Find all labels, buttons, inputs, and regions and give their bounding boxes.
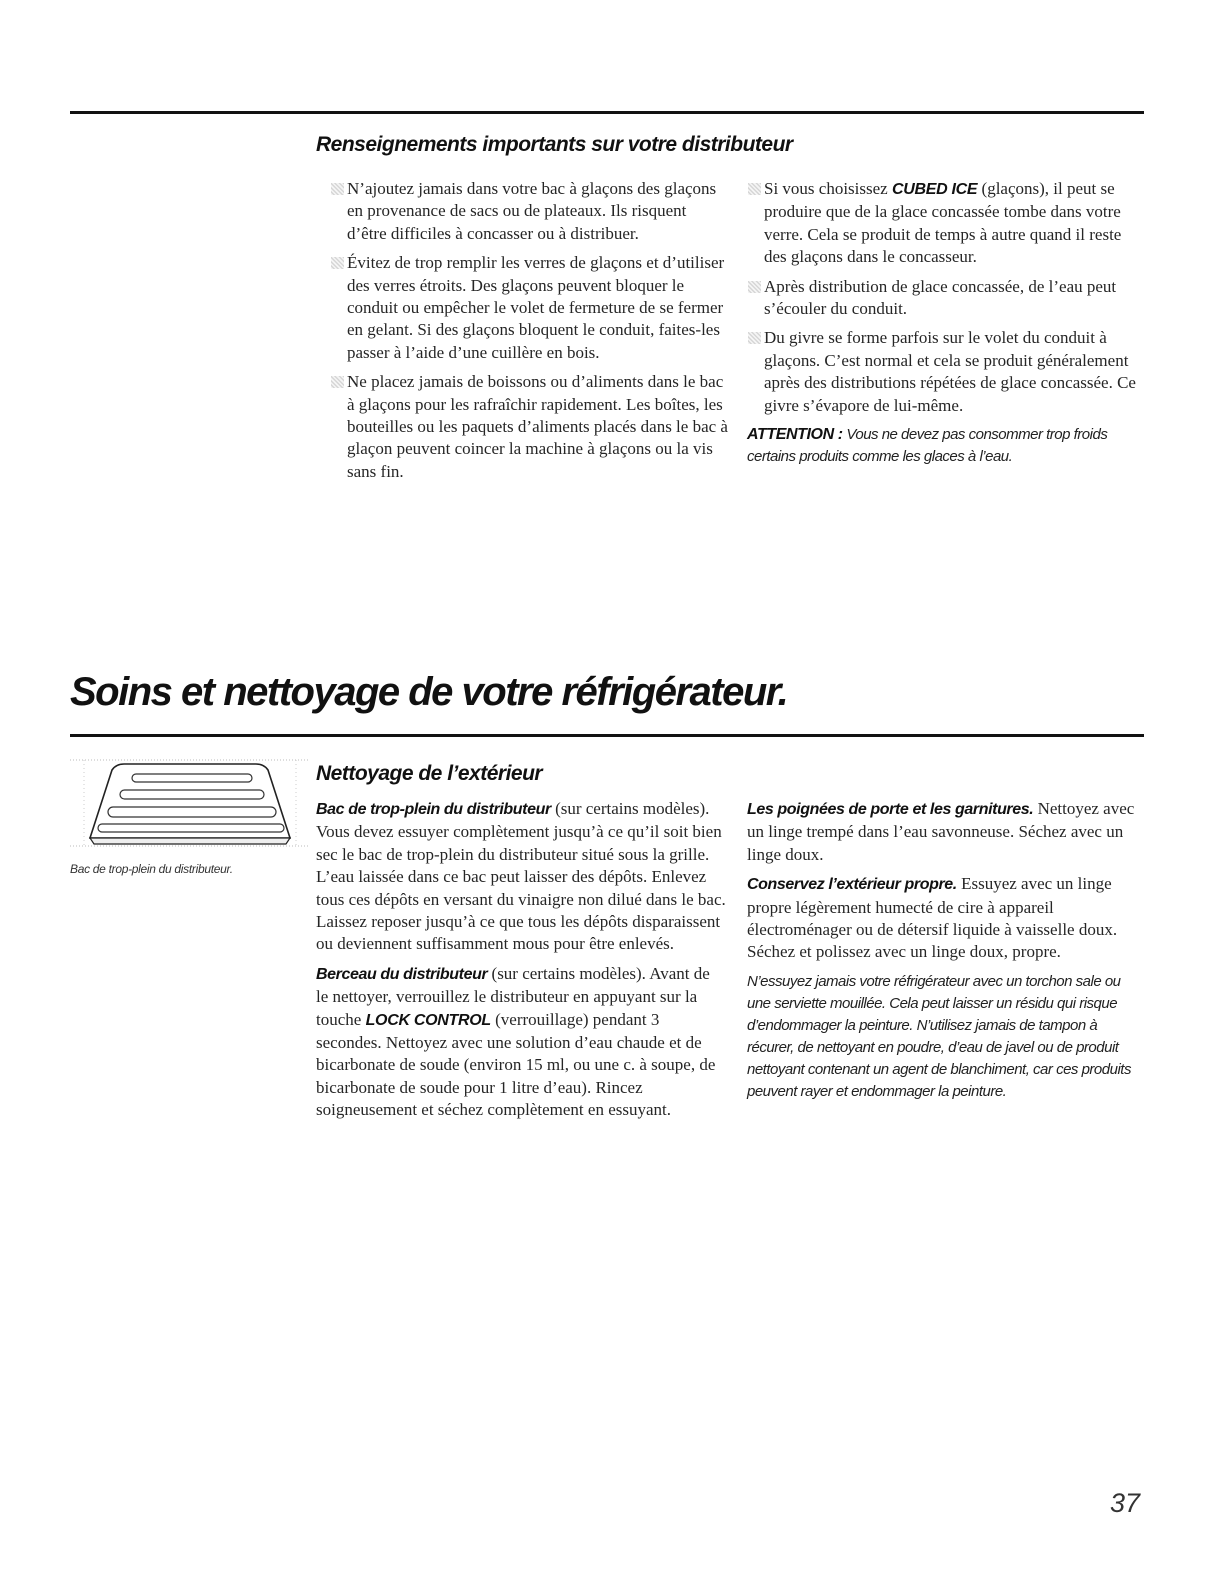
bullet-item: N’ajoutez jamais dans votre bac à glaçons des glaçons en provenance de sacs ou de plateaux. Ils risquent d’être difficiles à concasser ou à distribuer. [330, 178, 730, 245]
lock-control-keyword: LOCK CONTROL [365, 1011, 491, 1029]
cleaning-warning: N’essuyez jamais votre réfrigérateur avec un torchon sale ou une serviette mouillée. Cela peut laisser un résidu qui risque d’endommager la peinture. N’utilisez jamais de tampon à récurer, de nettoyant en poudre, d’eau de javel ou de produit nettoyant contenant un agent de blanchiment, car ces produits peuvent rayer et endommager la peinture. [747, 972, 1131, 1100]
bullet-item: Évitez de trop remplir les verres de glaçons et d’utiliser des verres étroits. Des glaçons peuvent bloquer le conduit ou empêcher le volet de fermeture de se fermer en gelant. Si des glaçons bloquent le conduit, faites-les passer à l’aide d’une cuillère en bois. [330, 252, 730, 364]
dispenser-right-column [747, 178, 1147, 475]
illustration-caption: Bac de trop-plein du distributeur. [70, 862, 233, 876]
handles-lead: Les poignées de porte et les garnitures. [747, 801, 1034, 818]
dispenser-info-heading: Renseignements importants sur votre distributeur [316, 133, 793, 156]
attention-label: ATTENTION : [747, 426, 843, 444]
page-number: 37 [1110, 1488, 1141, 1518]
bullet-item: Après distribution de glace concassée, de l’eau peut s’écouler du conduit. [747, 276, 1147, 321]
bullet-square-icon [748, 281, 761, 293]
dispenser-left-column [330, 178, 730, 490]
bullet-square-icon [748, 332, 761, 344]
bullet-item: Si vous choisissez CUBED ICE (glaçons), il peut se produire que de la glace concassée tombe dans votre verre. Cela se produit de temps à autre quand il reste des glaçons dans le concasseur. [747, 178, 1147, 269]
attention-note: ATTENTION : Vous ne devez pas consommer trop froids certains produits comme les glaces à l’eau. [747, 426, 1108, 466]
bullet-item: Ne placez jamais de boissons ou d’aliments dans le bac à glaçons pour les rafraîchir rapidement. Les boîtes, les bouteilles ou les paquets d’aliments placés dans le bac à glaçon peuvent coincer la machine à glaçons ou la vis sans fin. [330, 371, 730, 483]
cradle-lead: Berceau du distributeur [316, 965, 488, 983]
bullet-square-icon [748, 183, 761, 195]
drip-tray-lead: Bac de trop-plein du distributeur [316, 801, 551, 818]
bullet-square-icon [331, 257, 344, 269]
bullet-item: Du givre se forme parfois sur le volet du conduit à glaçons. C’est normal et cela se produit généralement après des distributions répétées de glace concassée. Ce givre s’évapore de lui-même. [747, 327, 1147, 417]
top-rule [70, 111, 1144, 114]
cradle-paragraph: Berceau du distributeur (sur certains modèles). Avant de le nettoyer, verrouillez le distributeur en appuyant sur la touche LOCK CONTROL (verrouillage) pendant 3 secondes. Nettoyez avec une solution d’eau chaude et de bicarbonate de soude (environ 15 ml, ou une c. à soupe, de bicarbonate de soude pour 1 litre d’eau). Rincez soigneusement et séchez complètement en essuyant. [316, 963, 716, 1120]
page-title: Soins et nettoyage de votre réfrigérateur. [70, 670, 788, 714]
drip-tray-paragraph: Bac de trop-plein du distributeur (sur certains modèles). Vous devez essuyer complètement jusqu’à ce qu’il soit bien sec le bac de trop-plein du distributeur situé sous la grille. L’eau laissée dans ce bac peut laisser des dépôts. Enlevez tous ces dépôts en versant du vinaigre non dilué dans le bac. Laissez reposer jusqu’à ce que tous les dépôts disparaissent ou deviennent suffisamment mous pour être enlevés. [316, 799, 726, 954]
handles-paragraph: Les poignées de porte et les garnitures. Nettoyez avec un linge trempé dans l’eau savonneuse. Séchez avec un linge doux. [747, 799, 1135, 864]
bullet-square-icon [331, 376, 344, 388]
care-right-column [747, 798, 1147, 1110]
exterior-cleaning-heading: Nettoyage de l’extérieur [316, 762, 543, 785]
clean-exterior-lead: Conservez l’extérieur propre. [747, 876, 957, 894]
clean-exterior-paragraph: Conservez l’extérieur propre. Essuyez avec un linge propre légèrement humecté de cire à appareil électroménager ou de détersif liquide à vaisselle doux. Séchez et polissez avec un linge doux, propre. [747, 874, 1118, 962]
drip-tray-illustration [70, 756, 310, 852]
cubed-ice-keyword: CUBED ICE [891, 181, 978, 198]
care-left-column [316, 798, 726, 1129]
bullet-square-icon [331, 183, 344, 195]
section-rule [70, 734, 1144, 737]
